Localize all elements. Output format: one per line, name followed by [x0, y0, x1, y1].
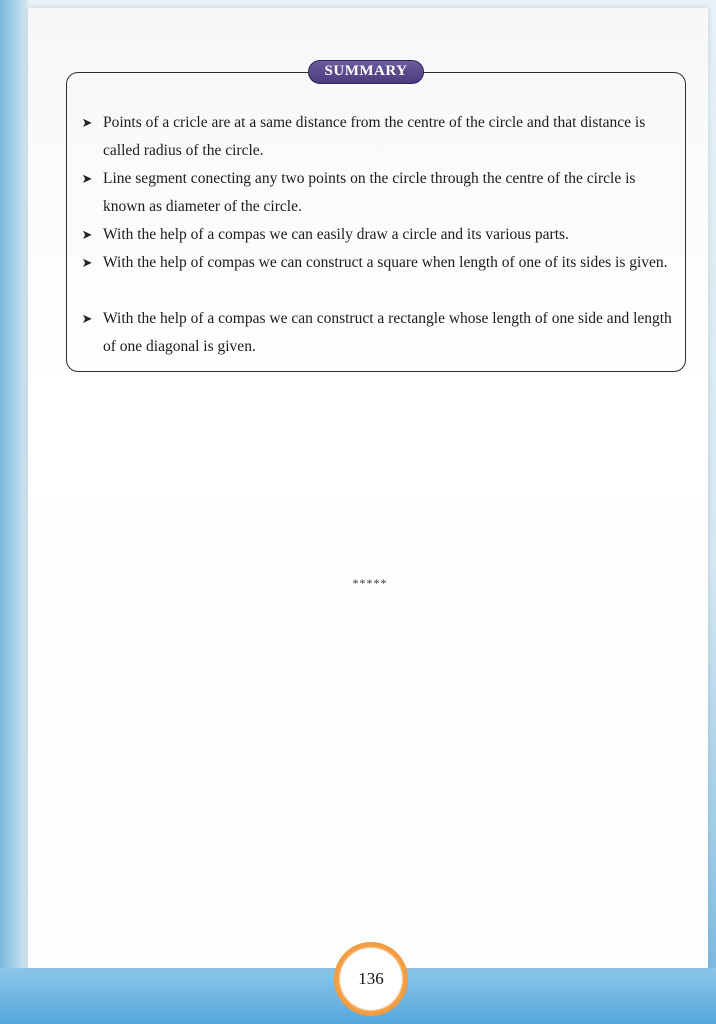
summary-item-text: With the help of compas we can construct a square when length of one of its sides is given.: [103, 254, 668, 271]
arrowhead-bullet-icon: ➤: [81, 171, 93, 186]
arrowhead-bullet-icon: ➤: [81, 115, 93, 130]
summary-item-text: With the help of a compas we can easily draw a circle and its various parts.: [103, 226, 569, 243]
page-number-badge: [334, 942, 408, 1016]
page-edge-left: [0, 0, 28, 1024]
summary-item-text: With the help of a compas we can construct a rectangle whose length of one side and length of one diagonal is given.: [103, 310, 672, 355]
summary-item: [78, 305, 674, 361]
summary-item-text: Line segment conecting any two points on the circle through the centre of the circle is known as diameter of the circle.: [103, 170, 636, 215]
arrowhead-bullet-icon: ➤: [81, 311, 93, 326]
summary-item: [78, 109, 674, 165]
summary-item: [78, 249, 674, 277]
summary-item: [78, 165, 674, 221]
summary-item: [78, 221, 674, 249]
arrowhead-bullet-icon: ➤: [81, 227, 93, 242]
summary-item-text: Points of a cricle are at a same distance from the centre of the circle and that distance is called radius of the circle.: [103, 114, 646, 159]
page-number: 136: [358, 969, 384, 988]
summary-title: SUMMARY: [308, 60, 424, 84]
arrowhead-bullet-icon: ➤: [81, 255, 93, 270]
section-divider: *****: [352, 576, 388, 590]
